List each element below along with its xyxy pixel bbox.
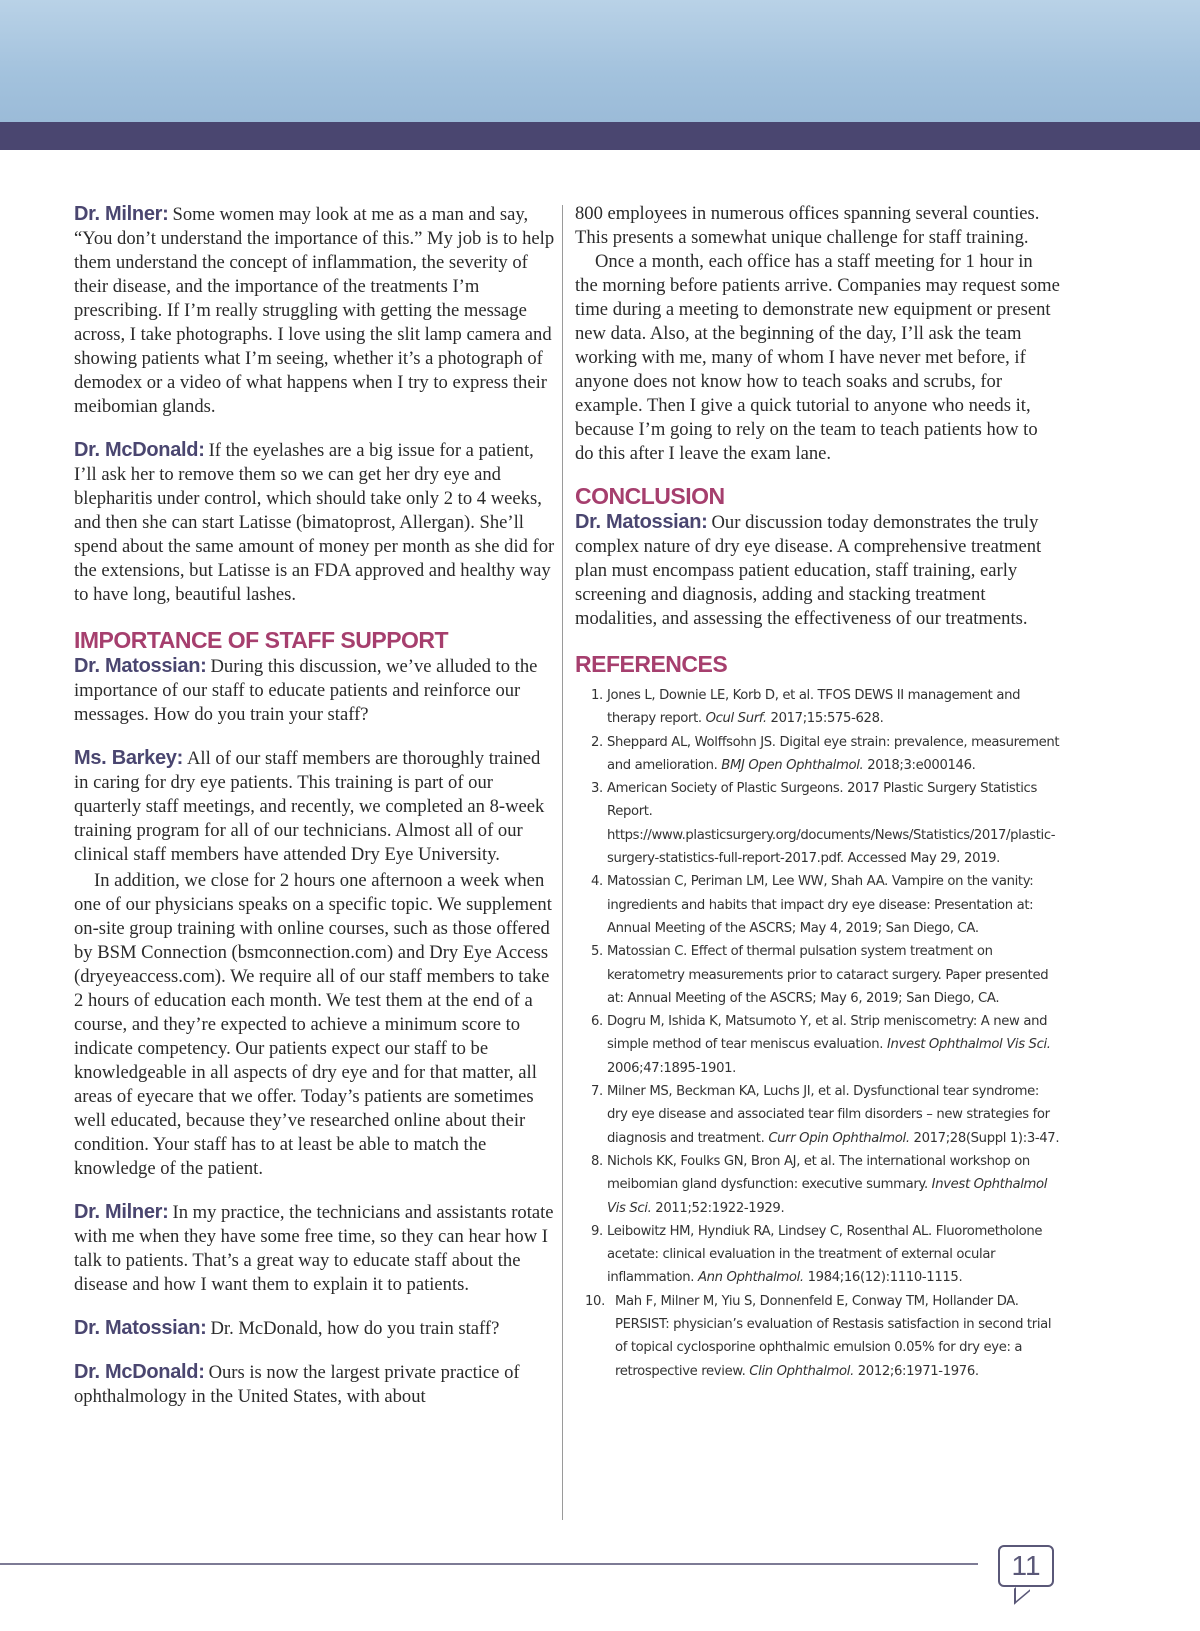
- speaker-label: Ms. Barkey:: [74, 747, 183, 769]
- reference-journal: Clin Ophthalmol.: [749, 1363, 854, 1379]
- paragraph-text: In my practice, the technicians and assistants rotate with me when they have some free time, so they can hear how I talk to patients. That’s a great way to educate staff about the disease and how I want them to explain it to patients.: [74, 1202, 554, 1295]
- reference-citation: 2018;3:e000146.: [867, 757, 976, 773]
- reference-citation: 1984;16(12):1110-1115.: [807, 1270, 963, 1286]
- speaker-label: Dr. Milner:: [74, 1201, 169, 1223]
- paragraph-barkey-2: In addition, we close for 2 hours one afternoon a week when one of our physicians speaks on a specific topic. We supplement on-site group training with online courses, such as those offered by BSM Connection (bsmconnection.com) and Dry Eye Access (dryeyeaccess.com). We require all of our staff members to take 2 hours of education each month. We test them at the end of a course, and they’re expected to achieve a minimum score to indicate competency. Our patients expect our staff to be knowledgeable in all aspects of dry eye and for that matter, all areas of eyecare that we offer. Today’s patients are sometimes well educated, because they’ve researched online about their condition. Your staff has to at least be able to match the knowledge of the patient.: [74, 870, 552, 1179]
- reference-text: Dogru M, Ishida K, Matsumoto Y, et al. Strip meniscometry: A new and simple method of tear meniscus evaluation.: [607, 1014, 1048, 1053]
- speaker-label: Dr. McDonald:: [74, 439, 205, 461]
- reference-number: 6.: [591, 1014, 603, 1030]
- reference-item: [575, 870, 1060, 940]
- paragraph-milner-1: [74, 202, 556, 419]
- paragraph-matossian-1: [74, 654, 556, 727]
- reference-item: [575, 1290, 1060, 1383]
- left-column: [74, 202, 556, 1428]
- paragraph-text: All of our staff members are thoroughly trained in caring for dry eye patients. This training is part of our quarterly staff meetings, and recently, we completed an 8-week training program for all of our technicians. Almost all of our clinical staff members have attended Dry Eye University.: [74, 748, 545, 865]
- reference-journal: Invest Ophthalmol Vis Sci.: [886, 1037, 1051, 1053]
- speaker-label: Dr. Matossian:: [575, 511, 708, 533]
- references-list: [575, 684, 1060, 1383]
- footer-rule: [0, 1563, 978, 1565]
- paragraph-text: Our discussion today demonstrates the truly complex nature of dry eye disease. A comprehensive treatment plan must encompass patient education, staff training, early screening and diagnosis, adding and stacking treatment modalities, and assessing the effectiveness of our treatments.: [575, 512, 1042, 629]
- paragraph-milner-2: [74, 1200, 556, 1297]
- reference-text: Leibowitz HM, Hyndiuk RA, Lindsey C, Rosenthal AL. Fluorometholone acetate: clinical evaluation in the treatment of external ocular inflammation.: [607, 1223, 1043, 1286]
- page-number: 11: [998, 1545, 1054, 1587]
- reference-item: [575, 1080, 1060, 1150]
- paragraph-mcdonald-3: Once a month, each office has a staff meeting for 1 hour in the morning before patients arrive. Companies may request some time during a meeting to demonstrate new equipment or present new data. Also, at the beginning of the day, I’ll ask the team working with me, many of whom I have never met before, if anyone does not know how to teach soaks and scrubs, for example. Then I give a quick tutorial to anyone who needs it, because I’m going to rely on the team to teach patients how to do this after I leave the exam lane.: [575, 251, 1060, 464]
- paragraph-text: During this discussion, we’ve alluded to the importance of our staff to educate patients and reinforce our messages. How do you train your staff?: [74, 656, 538, 725]
- header-bar: [0, 122, 1200, 150]
- references-heading: REFERENCES: [575, 651, 728, 677]
- reference-number: 7.: [591, 1084, 603, 1100]
- reference-journal: Invest Ophthalmol Vis Sci.: [607, 1177, 1048, 1216]
- reference-citation: 2017;15:575-628.: [770, 711, 884, 727]
- paragraph-barkey-1: [74, 746, 556, 867]
- reference-text: Milner MS, Beckman KA, Luchs JI, et al. Dysfunctional tear syndrome: dry eye disease and associated tear film disorders – new strategies for diagnosis and treatment.: [607, 1084, 1050, 1146]
- reference-item: [575, 731, 1060, 778]
- reference-citation: 2006;47:1895-1901.: [607, 1060, 737, 1076]
- speaker-label: Dr. Matossian:: [74, 655, 207, 677]
- paragraph-mcdonald-2: [74, 1360, 556, 1409]
- paragraph-text: Ours is now the largest private practice of ophthalmology in the United States, with about: [74, 1362, 520, 1407]
- right-column: [575, 202, 1060, 1383]
- reference-citation: 2011;52:1922-1929.: [655, 1200, 785, 1216]
- reference-item: [575, 1220, 1060, 1290]
- reference-item: [575, 940, 1060, 1010]
- reference-text: Sheppard AL, Wolffsohn JS. Digital eye strain: prevalence, measurement and amelioration.: [607, 734, 1060, 773]
- reference-citation: 2012;6:1971-1976.: [857, 1363, 979, 1379]
- reference-number: 9.: [591, 1223, 603, 1239]
- paragraph-mcdonald-1: [74, 438, 556, 607]
- reference-number: 4.: [591, 874, 603, 890]
- reference-text: Mah F, Milner M, Yiu S, Donnenfeld E, Conway TM, Hollander DA. PERSIST: physician’s evaluation of Restasis satisfaction in second trial of topical cyclosporine ophthalmic emulsion 0.05% for dry eye: a retrospective review.: [615, 1293, 1052, 1379]
- reference-number: 5.: [591, 944, 603, 960]
- paragraph-matossian-2: [74, 1316, 556, 1341]
- reference-number: 1.: [591, 688, 603, 703]
- column-divider: [562, 205, 563, 1520]
- speaker-label: Dr. Matossian:: [74, 1317, 207, 1339]
- reference-citation: 2017;28(Suppl 1):3-47.: [913, 1130, 1060, 1146]
- speaker-label: Dr. McDonald:: [74, 1361, 205, 1383]
- reference-item: [575, 684, 1060, 731]
- reference-item: [575, 1010, 1060, 1080]
- reference-number: 8.: [591, 1153, 603, 1169]
- staff-support-heading: IMPORTANCE OF STAFF SUPPORT: [74, 627, 449, 653]
- reference-journal: Ocul Surf.: [705, 711, 767, 727]
- reference-item: [575, 777, 1060, 870]
- speaker-label: Dr. Milner:: [74, 203, 169, 225]
- reference-item: [575, 1150, 1060, 1220]
- paragraph-text: If the eyelashes are a big issue for a patient, I’ll ask her to remove them so we can get her dry eye and blepharitis under control, which should take only 2 to 4 weeks, and then she can start Latisse (bimatoprost, Allergan). She’ll spend about the same amount of money per month as she did for the extensions, but Latisse is an FDA approved and healthy way to have long, beautiful lashes.: [74, 440, 555, 605]
- reference-journal: Curr Opin Ophthalmol.: [768, 1130, 910, 1146]
- header-image: [0, 0, 1200, 122]
- paragraph-matossian-3: [575, 510, 1060, 631]
- conclusion-heading: CONCLUSION: [575, 483, 725, 509]
- reference-journal: Ann Ophthalmol.: [697, 1270, 804, 1286]
- reference-text: Jones L, Downie LE, Korb D, et al. TFOS DEWS II management and therapy report.: [607, 688, 1021, 727]
- paragraph-text: Some women may look at me as a man and say, “You don’t understand the importance of this.” My job is to help them understand the concept of inflammation, the severity of their disease, and the importance of the treatments I’m prescribing. If I’m really struggling with getting the message across, I take photographs. I love using the slit lamp camera and showing patients what I’m seeing, whether it’s a photograph of demodex or a video of what happens when I try to express their meibomian glands.: [74, 204, 555, 417]
- reference-number: 3.: [591, 781, 603, 797]
- reference-text: Matossian C, Periman LM, Lee WW, Shah AA. Vampire on the vanity: ingredients and habits that impact dry eye disease: Presentation at: Annual Meeting of the ASCRS; May 4, 2019; San Diego, CA.: [607, 874, 1034, 936]
- reference-number: 10.: [585, 1293, 605, 1309]
- reference-text: Matossian C. Effect of thermal pulsation system treatment on keratometry measurements prior to cataract surgery. Paper presented at: Annual Meeting of the ASCRS; May 6, 2019; San Diego, CA.: [607, 944, 1049, 1006]
- paragraph-text: Dr. McDonald, how do you train staff?: [210, 1318, 500, 1339]
- reference-journal: BMJ Open Ophthalmol.: [721, 757, 864, 773]
- reference-text: Nichols KK, Foulks GN, Bron AJ, et al. The international workshop on meibomian gland dysfunction: executive summary.: [607, 1153, 1030, 1193]
- reference-number: 2.: [591, 734, 603, 750]
- paragraph-mcdonald-2-continued: 800 employees in numerous offices spanning several counties. This presents a somewhat unique challenge for staff training.: [575, 203, 1040, 248]
- reference-text: American Society of Plastic Surgeons. 2017 Plastic Surgery Statistics Report. https://www.plasticsurgery.org/documents/News/Statistics/2017/plastic-surgery-statistics-full-report-2017.pdf. Accessed May 29, 2019.: [607, 781, 1056, 867]
